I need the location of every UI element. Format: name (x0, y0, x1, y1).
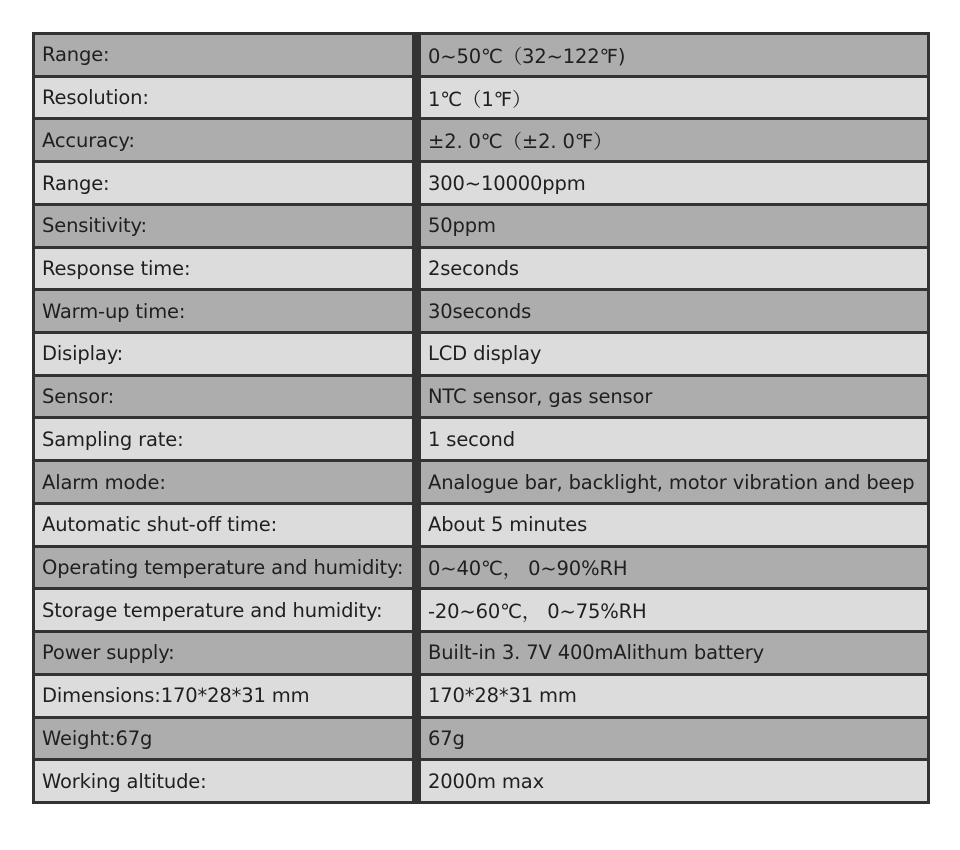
spec-table (32, 32, 930, 804)
spec-row (35, 206, 927, 246)
spec-label: Warm-up time: (35, 291, 412, 331)
spec-row (35, 548, 927, 588)
spec-row (35, 120, 927, 160)
spec-label: Working altitude: (35, 761, 412, 801)
spec-value: NTC sensor, gas sensor (421, 377, 927, 417)
spec-row (35, 163, 927, 203)
spec-value: 2seconds (421, 249, 927, 289)
spec-value: LCD display (421, 334, 927, 374)
spec-label: Sensor: (35, 377, 412, 417)
spec-label: Sensitivity: (35, 206, 412, 246)
spec-row (35, 462, 927, 502)
spec-label: Response time: (35, 249, 412, 289)
spec-row (35, 761, 927, 801)
spec-label: Alarm mode: (35, 462, 412, 502)
spec-label: Operating temperature and humidity: (35, 548, 412, 588)
spec-value: Built-in 3. 7V 400mAlithum battery (421, 633, 927, 673)
spec-label: Range: (35, 163, 412, 203)
spec-value: 50ppm (421, 206, 927, 246)
spec-row (35, 676, 927, 716)
spec-row (35, 35, 927, 75)
spec-row (35, 505, 927, 545)
spec-value: -20~60℃， 0~75%RH (421, 590, 927, 630)
spec-row (35, 334, 927, 374)
spec-value: 0~50℃（32~122℉) (421, 35, 927, 75)
spec-label: Dimensions:170*28*31 mm (35, 676, 412, 716)
spec-row (35, 719, 927, 759)
spec-label: Weight:67g (35, 719, 412, 759)
spec-label: Power supply: (35, 633, 412, 673)
spec-row (35, 590, 927, 630)
spec-row (35, 419, 927, 459)
spec-value: 300~10000ppm (421, 163, 927, 203)
spec-value: Analogue bar, backlight, motor vibration and beep (421, 462, 927, 502)
spec-row (35, 377, 927, 417)
spec-value: 67g (421, 719, 927, 759)
spec-label: Storage temperature and humidity: (35, 590, 412, 630)
spec-row (35, 78, 927, 118)
spec-label: Sampling rate: (35, 419, 412, 459)
spec-value: 170*28*31 mm (421, 676, 927, 716)
spec-value: 0~40℃， 0~90%RH (421, 548, 927, 588)
spec-value: 1 second (421, 419, 927, 459)
spec-value: 1℃（1℉） (421, 78, 927, 118)
spec-label: Accuracy: (35, 120, 412, 160)
spec-label: Disiplay: (35, 334, 412, 374)
spec-row (35, 633, 927, 673)
spec-label: Automatic shut-off time: (35, 505, 412, 545)
spec-value: 30seconds (421, 291, 927, 331)
spec-value: About 5 minutes (421, 505, 927, 545)
spec-label: Range: (35, 35, 412, 75)
spec-row (35, 291, 927, 331)
spec-row (35, 249, 927, 289)
spec-value: 2000m max (421, 761, 927, 801)
spec-value: ±2. 0℃（±2. 0℉） (421, 120, 927, 160)
spec-label: Resolution: (35, 78, 412, 118)
